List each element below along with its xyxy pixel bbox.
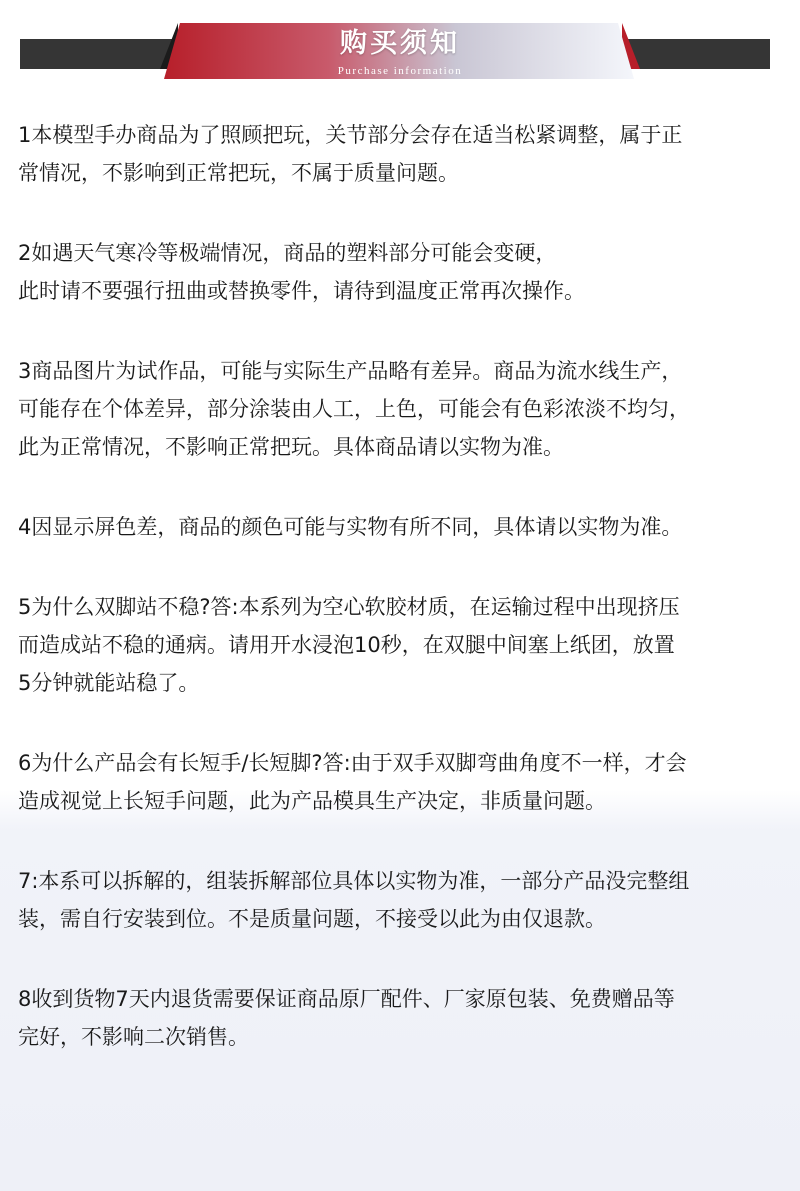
notice-line: 5为什么双脚站不稳?答:本系列为空心软胶材质，在运输过程中出现挤压 [18,595,680,619]
notice-line: 装，需自行安装到位。不是质量问题，不接受以此为由仅退款。 [18,907,606,931]
notice-item-6 [18,744,788,820]
notice-line: 8收到货物7天内退货需要保证商品原厂配件、厂家原包装、免费赠品等 [18,987,675,1011]
header-banner [0,0,800,95]
notice-item-1 [18,116,788,192]
notice-line: 可能存在个体差异，部分涂装由人工，上色，可能会有色彩浓淡不均匀， [18,397,690,421]
notice-line: 7:本系可以拆解的，组装拆解部位具体以实物为准，一部分产品没完整组 [18,869,690,893]
notice-line: 5分钟就能站稳了。 [18,671,200,695]
notice-line: 常情况，不影响到正常把玩，不属于质量问题。 [18,161,459,185]
notice-line: 2如遇天气寒冷等极端情况，商品的塑料部分可能会变硬， [18,241,557,265]
notice-list [18,116,788,1098]
notice-line: 造成视觉上长短手问题，此为产品模具生产决定，非质量问题。 [18,789,606,813]
notice-item-4 [18,508,788,546]
notice-item-7 [18,862,788,938]
notice-item-2 [18,234,788,310]
notice-line: 4因显示屏色差，商品的颜色可能与实物有所不同，具体请以实物为准。 [18,515,683,539]
notice-line: 此为正常情况，不影响正常把玩。具体商品请以实物为准。 [18,435,564,459]
notice-item-8 [18,980,788,1056]
notice-line: 此时请不要强行扭曲或替换零件，请待到温度正常再次操作。 [18,279,585,303]
notice-item-3 [18,352,788,466]
notice-line: 1本模型手办商品为了照顾把玩，关节部分会存在适当松紧调整，属于正 [18,123,683,147]
notice-line: 完好，不影响二次销售。 [18,1025,249,1049]
page-subtitle: Purchase information [337,65,463,77]
notice-line: 3商品图片为试作品，可能与实际生产品略有差异。商品为流水线生产， [18,359,683,383]
notice-line: 6为什么产品会有长短手/长短脚?答:由于双手双脚弯曲角度不一样，才会 [18,751,687,775]
notice-line: 而造成站不稳的通病。请用开水浸泡10秒，在双腿中间塞上纸团，放置 [18,633,675,657]
page-title: 购买须知 [340,28,460,59]
notice-item-5 [18,588,788,702]
